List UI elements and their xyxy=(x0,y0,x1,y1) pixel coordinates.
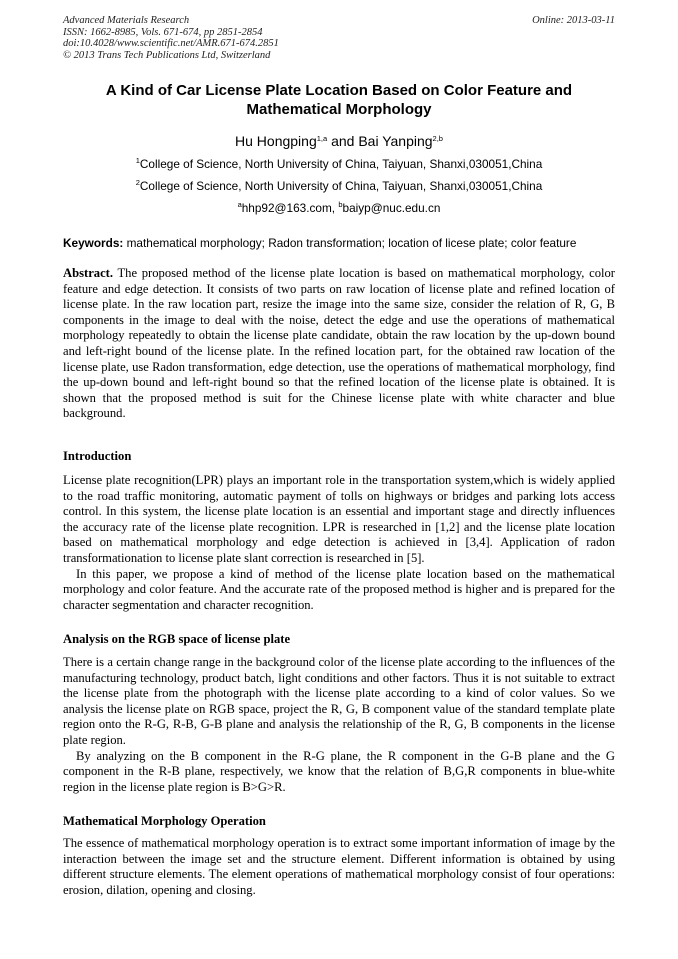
author-1: Hu Hongping xyxy=(235,133,317,149)
affiliation-1 xyxy=(63,157,615,172)
paragraph: There is a certain change range in the background color of the license plate according to the influences of the manufacturing technology, product batch, light conditions and other factors. Thus it is not suitable to extract the license plate from the photograph with the license plate according to a kind of color values. So we analysis the license plate on RGB space, project the R, G, B component value of the standard template plate region onto the R-G, R-B, G-B plane and analysis the relationship of the R, G, B components in the license plate region. xyxy=(63,655,615,747)
paragraph: The essence of mathematical morphology operation is to extract some important information of image by the interaction between the image set and the structure element. Different information is obtained by using different structure elements. The element operations of mathematical morphology consist of four operations: erosion, dilation, opening and closing. xyxy=(63,836,615,897)
title-line-2: Mathematical Morphology xyxy=(246,101,432,118)
online-date: Online: 2013-03-11 xyxy=(532,15,615,26)
email-a-sup: a xyxy=(237,200,242,209)
paragraph: In this paper, we propose a kind of method of the license plate location based on the mathematical morphology and color feature. And the accurate rate of the proposed method is higher and is prepared for the character segmentation and character recognition. xyxy=(63,566,615,612)
affiliation-2-sup: 2 xyxy=(135,178,140,187)
section-heading-introduction: Introduction xyxy=(63,449,132,463)
paragraph: By analyzing on the B component in the R-G plane, the R component in the G-B plane and the G component in the R-B plane, respectively, we know that the relation of B,G,R components in blue-white region in the license plate region is B>G>R. xyxy=(63,748,615,794)
abstract-text: The proposed method of the license plate location is based on mathematical morphology, color feature and edge detection. It consists of two parts on raw location of license plate and refined location of license plate. In the raw location part, resize the image into the same size, consider the relation of R, G, B components in the image to deal with the noise, detect the edge and use the operations of mathematical morphology repeatedly to obtain the license plate candidate, obtain the raw location by the up-down bound and left-right bound of the license plate. In the refined location part, for the obtained raw location of the license plate, use Radon transformation, edge detection, use the operations of mathematical morphology, find the up-down bound and left-right bound so that the refined location of the license plate is obtained. It is shown that the proposed method is suit for the Chinese license plate with white character and blue background. xyxy=(63,266,615,421)
issn-line: ISSN: 1662-8985, Vols. 671-674, pp 2851-2854 xyxy=(63,26,263,38)
email-b-sup: b xyxy=(338,200,343,209)
paragraph: License plate recognition(LPR) plays an important role in the transportation system,which is widely applied to the road traffic monitoring, automatic payment of tolls on highways or bridges and parking lots access control. In this system, the license plate location is an essential and important stage and directly influences the accuracy rate of the license plate recognition. LPR is researched in [1,2] and the license plate location based on mathematical morphology and edge detection is achieved in [3,4]. Application of radon transformationation to license plate slant correction is researched in [5]. xyxy=(63,473,615,565)
copyright-line: © 2013 Trans Tech Publications Ltd, Switzerland xyxy=(63,49,271,61)
journal-header xyxy=(63,15,279,61)
affiliation-2-text: College of Science, North University of China, Taiyuan, Shanxi,030051,China xyxy=(139,179,543,193)
keywords-label: Keywords: xyxy=(63,236,124,250)
keywords xyxy=(63,236,623,251)
author-2: Bai Yanping xyxy=(358,133,433,149)
author-conjunction: and xyxy=(327,133,359,149)
author-emails xyxy=(63,201,615,216)
doi-line: doi:10.4028/www.scientific.net/AMR.671-674.2851 xyxy=(63,38,279,49)
section-heading-morphology: Mathematical Morphology Operation xyxy=(63,814,266,828)
keywords-text: mathematical morphology; Radon transformation; location of licese plate; color feature xyxy=(123,236,577,250)
affiliation-2 xyxy=(63,179,615,194)
author-1-sup: 1,a xyxy=(316,134,328,143)
email-a[interactable]: hhp92@163.com, xyxy=(241,201,339,215)
abstract-label: Abstract. xyxy=(63,266,114,280)
author-list xyxy=(63,132,615,150)
journal-name: Advanced Materials Research xyxy=(63,15,190,26)
paper-title xyxy=(63,81,615,119)
author-2-sup: 2,b xyxy=(432,134,443,143)
section-rgb-analysis xyxy=(63,655,615,795)
section-morphology xyxy=(63,836,615,898)
affiliation-1-text: College of Science, North University of China, Taiyuan, Shanxi,030051,China xyxy=(139,157,543,171)
title-line-1: A Kind of Car License Plate Location Based on Color Feature and xyxy=(105,82,573,99)
section-introduction xyxy=(63,473,615,613)
email-b[interactable]: baiyp@nuc.edu.cn xyxy=(342,201,441,215)
affiliation-1-sup: 1 xyxy=(135,156,140,165)
abstract xyxy=(63,266,615,422)
section-heading-rgb-analysis: Analysis on the RGB space of license plate xyxy=(63,632,291,646)
